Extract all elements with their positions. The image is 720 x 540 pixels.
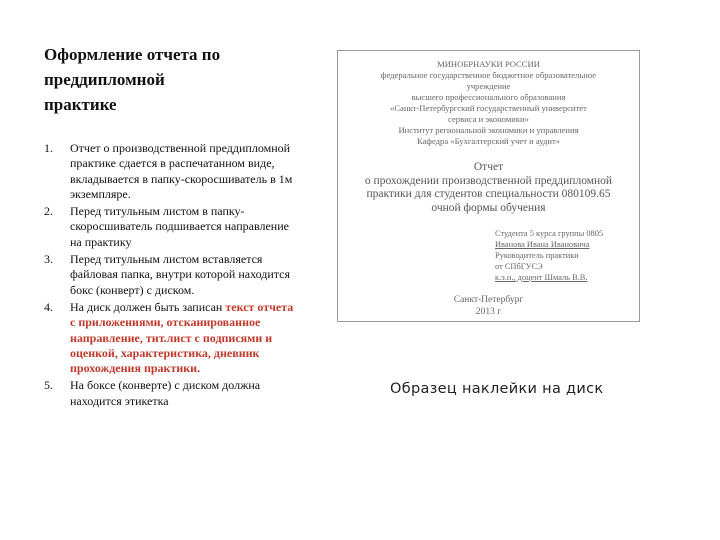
item-highlight: текст отчета с приложениями, отсканированное направление, тит.лист с подписями и оценкой, характеристика, дневник прохождения практики.	[70, 299, 294, 376]
item-text: На боксе (конверте) с диском должна находится этикетка	[70, 378, 261, 408]
slide-title	[44, 42, 294, 117]
sticker-info-line: Иванова Ивана Ивановича	[495, 240, 590, 249]
sticker-title-line: практики для студентов специальности 080109.65	[366, 188, 611, 200]
sticker-student-info	[495, 228, 603, 283]
sticker-title-line: Отчет	[473, 161, 504, 173]
item-number: 4.	[44, 299, 53, 314]
title-line-2: преддипломной	[44, 70, 165, 89]
requirements-list	[44, 141, 294, 411]
item-number: 1.	[44, 141, 53, 155]
item-text: На диск должен быть записан	[70, 299, 226, 314]
item-number: 2.	[44, 204, 53, 219]
sticker-info-line: к.э.н., доцент Шмаль В.В.	[495, 273, 588, 282]
item-text: Отчет о производственной преддипломной практике сдается в распечатанном виде, вкладывается в папку-скоросшиватель в 1м экземпляре.	[70, 141, 293, 201]
sticker-footer-line: 2013 г	[475, 306, 502, 317]
sticker-info-line: от СПбГУСЭ	[495, 262, 543, 271]
sticker-info-line: Руководитель практики	[495, 251, 579, 260]
sticker-header	[346, 59, 631, 147]
sticker-title-line: очной формы обучения	[431, 201, 546, 214]
sticker-caption: Образец наклейки на диск	[390, 381, 604, 397]
sticker-header-line: Кафедра «Бухгалтерский учет и аудит»	[416, 136, 561, 146]
list-item	[44, 300, 294, 376]
sticker-title	[344, 161, 633, 215]
list-item	[44, 204, 294, 250]
list-item	[44, 141, 294, 202]
sticker-footer-line: Санкт-Петербург	[453, 295, 524, 305]
sticker-info-line: Студента 5 курса группы 0805	[495, 229, 604, 238]
item-number: 3.	[44, 252, 53, 267]
list-item	[44, 378, 294, 409]
sticker-header-line: сервиса и экономики»	[448, 114, 529, 124]
sticker-header-line: «Санкт-Петербургский государственный университет	[390, 103, 587, 113]
title-line-1: Оформление отчета по	[44, 45, 221, 64]
sticker-header-line: Институт региональной экономики и управления	[398, 125, 579, 135]
sticker-header-line: МИНОБРНАУКИ РОССИИ	[437, 59, 540, 69]
item-text: Перед титульным листом в папку-скоросшиватель подшивается направление на практику	[70, 204, 289, 249]
sticker-title-line: о прохождении производственной преддипломной	[364, 174, 613, 187]
sticker-header-line: учреждение	[466, 81, 511, 91]
item-text: Перед титульным листом вставляется файловая папка, внутри которой находится бокс (конверт) с диском.	[70, 252, 291, 297]
sticker-footer	[338, 295, 639, 318]
disc-label-sample	[337, 50, 640, 322]
sticker-header-line: федеральное государственное бюджетное образовательное	[380, 70, 597, 80]
item-number: 5.	[44, 378, 53, 393]
sticker-header-line: высшего профессионального образования	[411, 92, 566, 102]
list-item	[44, 252, 294, 298]
title-line-3: практике	[44, 95, 117, 114]
